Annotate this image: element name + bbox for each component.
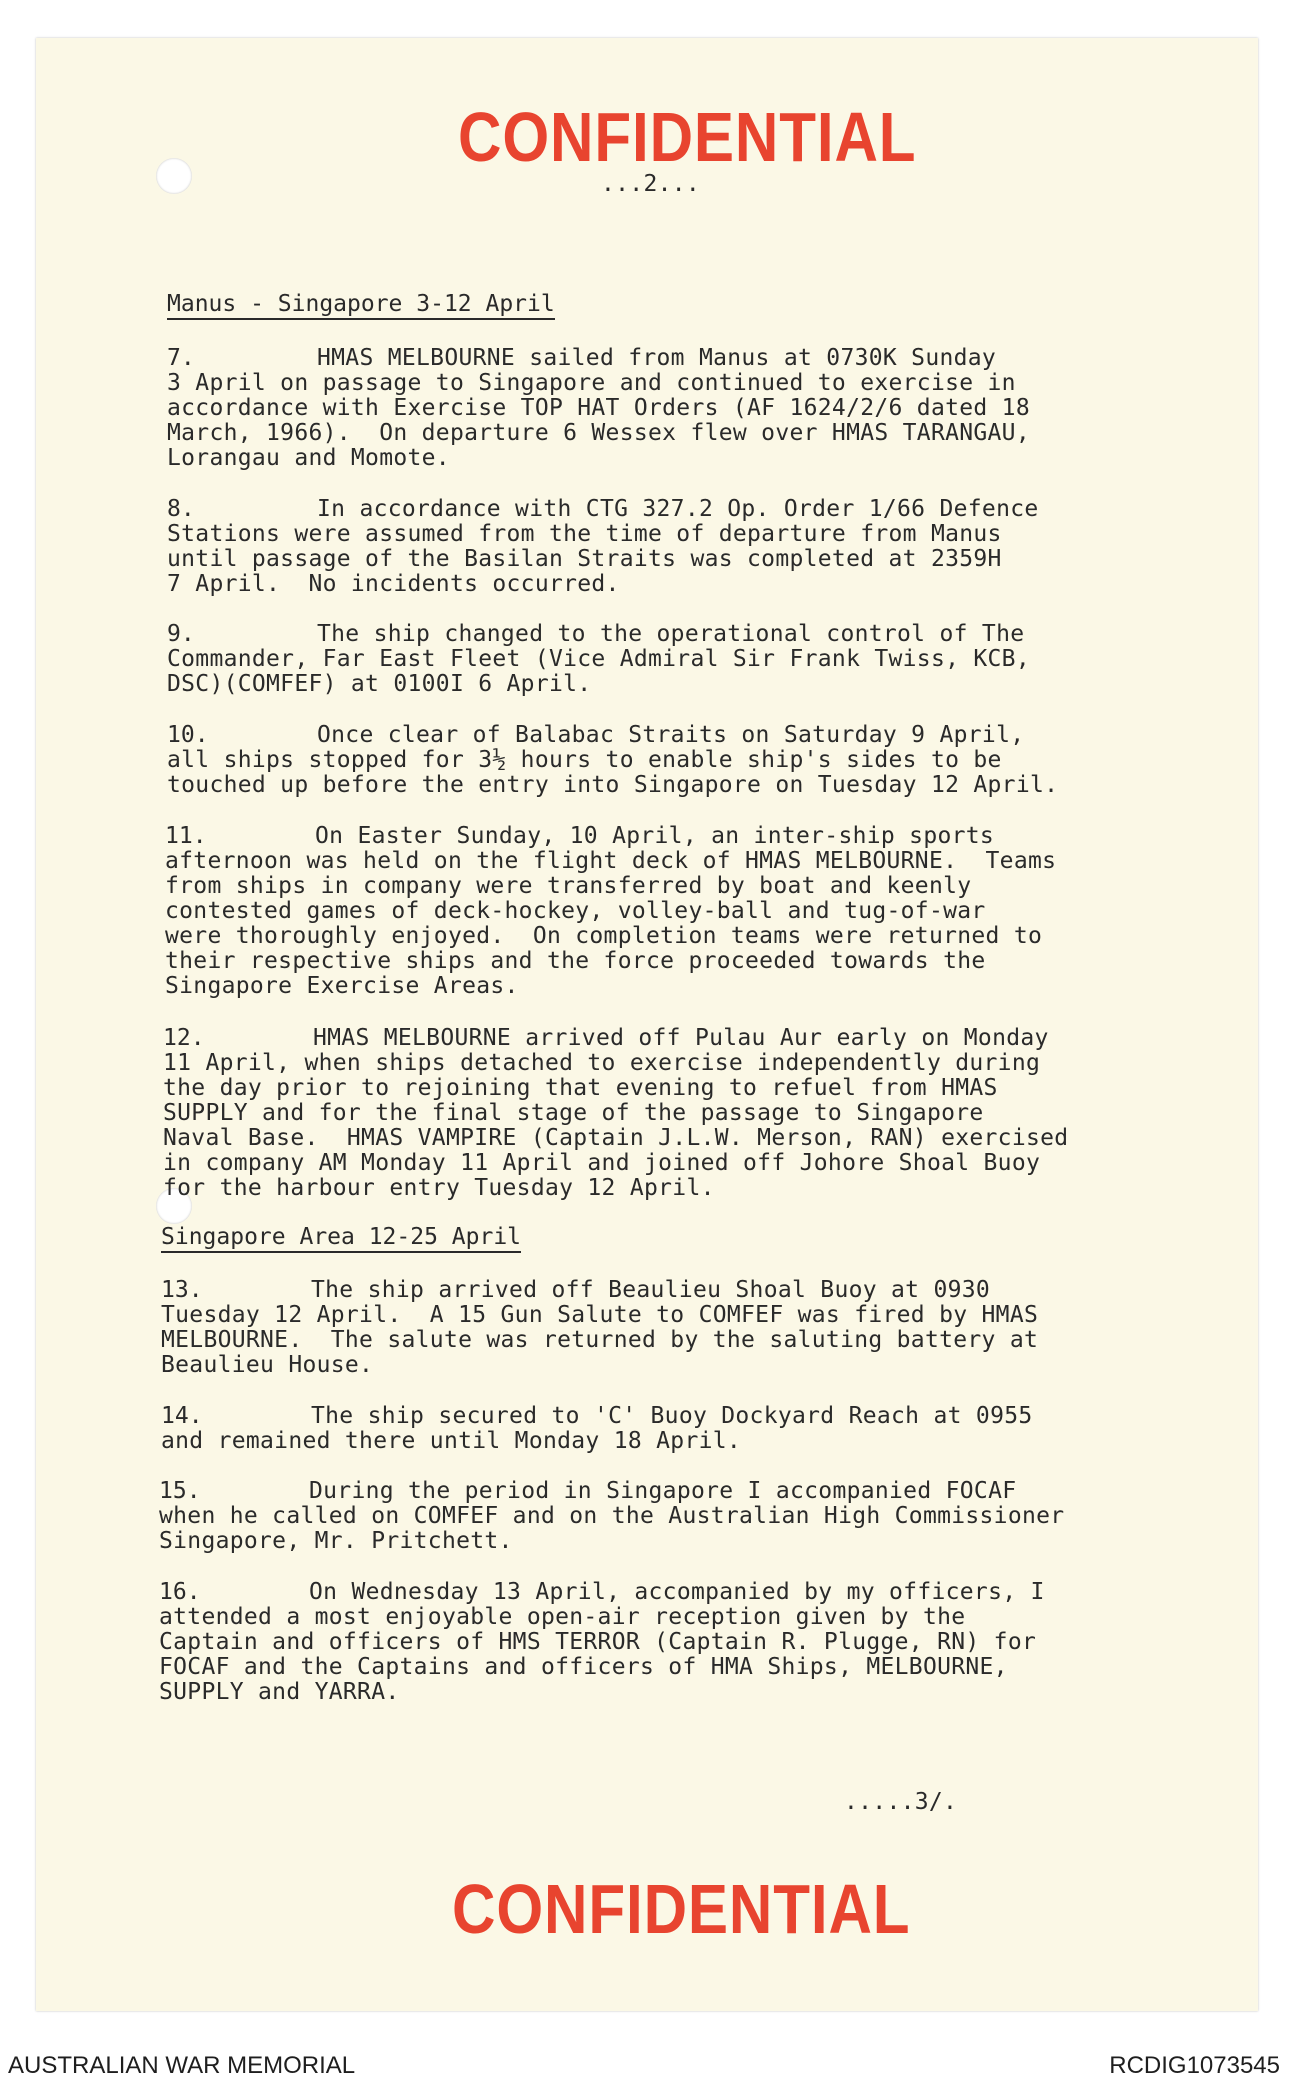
paragraph-number: 14. [161,1403,203,1429]
page-number-marker: ...2... [601,171,701,197]
paragraph-number: 13. [161,1277,203,1303]
paragraph-line: all ships stopped for 3½ hours to enable ship's sides to be [167,747,1002,773]
paragraph-line: when he called on COMFEF and on the Australian High Commissioner [159,1503,1065,1529]
paragraph-line: MELBOURNE. The salute was returned by the saluting battery at [161,1327,1039,1353]
paragraph-line: 7 April. No incidents occurred. [167,571,620,597]
paragraph-line: Commander, Far East Fleet (Vice Admiral Sir Frank Twiss, KCB, [167,646,1030,672]
paragraph-number: 12. [163,1025,205,1051]
paragraph-line: in company AM Monday 11 April and joined off Johore Shoal Buoy [163,1150,1041,1176]
paragraph-number: 11. [165,823,207,849]
paragraph-line: DSC)(COMFEF) at 0100I 6 April. [167,671,592,697]
paragraph-line: Once clear of Balabac Straits on Saturday 9 April, [317,722,1025,748]
paragraph-line: for the harbour entry Tuesday 12 April. [163,1175,715,1201]
paragraph-line: HMAS MELBOURNE sailed from Manus at 0730K Sunday [317,345,997,371]
paragraph-line: 3 April on passage to Singapore and continued to exercise in [167,370,1016,396]
paragraph-line: Singapore, Mr. Pritchett. [159,1528,513,1554]
paragraph-line: Singapore Exercise Areas. [165,973,519,999]
paragraph-line: their respective ships and the force proceeded towards the [165,948,986,974]
paragraph-line: until passage of the Basilan Straits was completed at 2359H [167,546,1002,572]
section-heading-singapore-area: Singapore Area 12-25 April [161,1225,521,1253]
paragraph-line: the day prior to rejoining that evening to refuel from HMAS [163,1075,998,1101]
paragraph-line: SUPPLY and for the final stage of the passage to Singapore [163,1100,984,1126]
paragraph-line: Captain and officers of HMS TERROR (Captain R. Plugge, RN) for [159,1629,1037,1655]
paragraph-line: March, 1966). On departure 6 Wessex flew over HMAS TARANGAU, [167,420,1030,446]
paragraph-line: On Wednesday 13 April, accompanied by my officers, I [309,1579,1045,1605]
archive-reference-id: RCDIG1073545 [1109,2052,1280,2079]
paragraph-line: In accordance with CTG 327.2 Op. Order 1/66 Defence [317,496,1039,522]
paragraph-line: On Easter Sunday, 10 April, an inter-ship sports [315,823,995,849]
continuation-marker: .....3/. [844,1789,958,1815]
paragraph-line: were thoroughly enjoyed. On completion teams were returned to [165,923,1043,949]
paragraph-line: During the period in Singapore I accompanied FOCAF [309,1478,1017,1504]
paragraph-number: 10. [167,722,209,748]
paragraph-line: Tuesday 12 April. A 15 Gun Salute to COMFEF was fired by HMAS [161,1302,1039,1328]
paragraph-line: SUPPLY and YARRA. [159,1679,400,1705]
paragraph-line: Beaulieu House. [161,1352,374,1378]
paragraph-number: 8. [167,496,195,522]
paragraph-line: from ships in company were transferred by boat and keenly [165,873,972,899]
paragraph-line: The ship secured to 'C' Buoy Dockyard Reach at 0955 [311,1403,1033,1429]
punch-hole-top [156,158,192,194]
paragraph-line: contested games of deck-hockey, volley-ball and tug-of-war [165,898,986,924]
paragraph-line: Lorangau and Momote. [167,445,450,471]
section-heading-manus-singapore: Manus - Singapore 3-12 April [167,292,555,320]
confidential-stamp-top: CONFIDENTIAL [458,98,917,176]
confidential-stamp-bottom: CONFIDENTIAL [452,1870,911,1948]
paragraph-line: and remained there until Monday 18 April. [161,1428,742,1454]
paragraph-line: Naval Base. HMAS VAMPIRE (Captain J.L.W. Merson, RAN) exercised [163,1125,1069,1151]
paragraph-number: 15. [159,1478,201,1504]
paragraph-line: HMAS MELBOURNE arrived off Pulau Aur early on Monday [313,1025,1049,1051]
paragraph-number: 16. [159,1579,201,1605]
paragraph-line: accordance with Exercise TOP HAT Orders (AF 1624/2/6 dated 18 [167,395,1030,421]
paragraph-line: The ship changed to the operational control of The [317,621,1025,647]
paragraph-line: touched up before the entry into Singapore on Tuesday 12 April. [167,772,1059,798]
paragraph-line: Stations were assumed from the time of departure from Manus [167,521,1002,547]
paragraph-line: 11 April, when ships detached to exercise independently during [163,1050,1041,1076]
paragraph-line: afternoon was held on the flight deck of HMAS MELBOURNE. Teams [165,848,1057,874]
archive-credit: AUSTRALIAN WAR MEMORIAL [8,2052,356,2079]
paragraph-line: FOCAF and the Captains and officers of HMA Ships, MELBOURNE, [159,1654,1008,1680]
document-page [36,38,1258,2011]
paragraph-line: The ship arrived off Beaulieu Shoal Buoy at 0930 [311,1277,991,1303]
paragraph-number: 7. [167,345,195,371]
paragraph-line: attended a most enjoyable open-air reception given by the [159,1604,966,1630]
paragraph-number: 9. [167,621,195,647]
